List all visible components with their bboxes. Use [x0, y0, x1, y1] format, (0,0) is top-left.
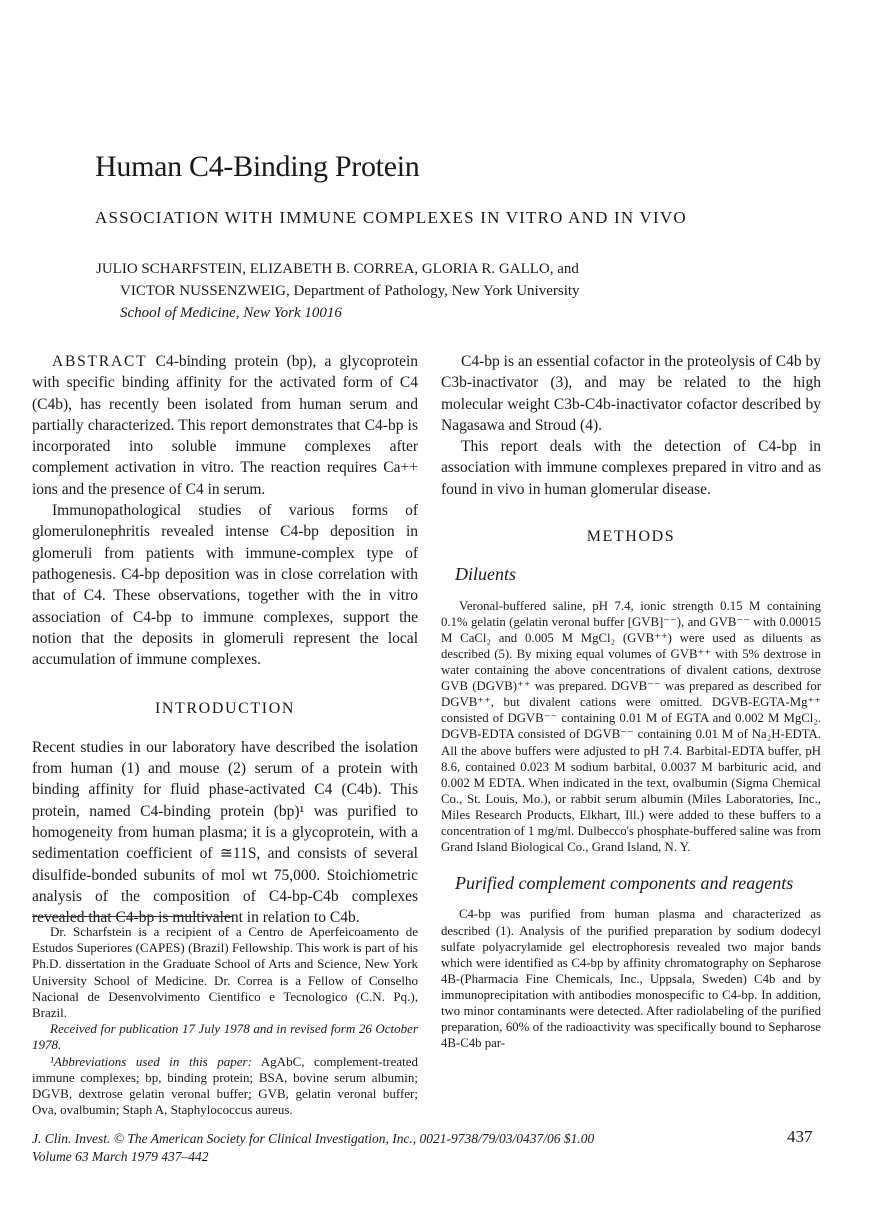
footnote-divider	[32, 916, 232, 917]
footnote-abbreviations	[32, 1054, 418, 1119]
abstract-paragraph-2: Immunopathological studies of various forms of glomerulonephritis revealed intense C4-bp deposition in glomeruli from patients with immune-complex type of pathogenesis. C4-bp deposition was in close correlation with that of C4. These observations, together with the in vitro association of C4-bp to immune complexes, support the notion that the deposits in glomeruli represent the local accumulation of immune complexes.	[32, 502, 418, 669]
footnote-received: Received for publication 17 July 1978 and in revised form 26 October 1978.	[32, 1021, 418, 1053]
author-line: JULIO SCHARFSTEIN, ELIZABETH B. CORREA, GLORIA R. GALLO, and	[96, 261, 579, 277]
purified-components-paragraph: C4-bp was purified from human plasma and characterized as described (1). Analysis of the purified preparation by sodium dodecyl sulfate polyacrylamide gel electrophoresis revealed two major bands which were identified as C4-bp by affinity chromatography on Sepharose 4B-(Pharmacia Fine Chemicals, Inc., Uppsala, Sweden) C4b and by immunoprecipitation with antibodies monospecific to C4-bp. In addition, two minor contaminants were detected. After radiolabeling of the purified preparation, 60% of the radioactivity was specifically bound to Sepharose 4B-C4b par-	[441, 907, 821, 1051]
footnote-funding: Dr. Scharfstein is a recipient of a Centro de Aperfeicoamento de Estudos Superiores (CAPES) (Brazil) Fellowship. This work is part of his Ph.D. dissertation in the Graduate School of Arts and Science, New York University School of Medicine. Dr. Correa is a Fellow of Conselho Nacional de Desenvolvimento Cientifico e Tecnologico (C.N. Pq.), Brazil.	[32, 924, 418, 1021]
abbreviations-label: ¹Abbreviations used in this paper:	[50, 1053, 252, 1069]
right-column	[441, 351, 821, 1051]
diluents-section	[441, 598, 821, 856]
purified-components-section	[441, 906, 821, 1051]
footnotes	[32, 924, 418, 1118]
page-number: 437	[787, 1127, 813, 1146]
abstract-paragraph	[32, 351, 418, 500]
journal-citation	[32, 1130, 594, 1166]
article-subtitle: ASSOCIATION WITH IMMUNE COMPLEXES IN VITRO AND IN VIVO	[95, 208, 687, 227]
methods-heading: METHODS	[586, 528, 676, 546]
introduction-paragraph-2: C4-bp is an essential cofactor in the proteolysis of C4b by C3b-inactivator (3), and may be related to the high molecular weight C3b-C4b-inactivator cofactor described by Nagasawa and Stroud (4).	[441, 353, 821, 434]
article-title: Human C4-Binding Protein	[95, 150, 420, 183]
journal-line: J. Clin. Invest. © The American Society for Clinical Investigation, Inc., 0021-9738/79/03/0437/06 $1.00	[32, 1131, 595, 1146]
abstract-label: ABSTRACT	[52, 353, 148, 370]
abstract-text: C4-binding protein (bp), a glycoprotein with specific binding affinity for the activated form of C4 (C4b), has recently been isolated from human serum and partially characterized. This report demonstrates that C4-bp is incorporated into soluble immune complexes after complement activation in vitro. The reaction requires Ca++ ions and the presence of C4 in serum.	[32, 353, 419, 498]
purified-components-heading: Purified complement components and reagents	[455, 873, 794, 894]
author-affiliation-line: School of Medicine, New York 10016	[120, 305, 342, 321]
diluents-paragraph: Veronal-buffered saline, pH 7.4, ionic strength 0.15 M containing 0.1% gelatin (gelatin veronal buffer [GVB]⁻⁻), and GVB⁻⁻ with 0.00015 M CaCl₂ and 0.005 M MgCl₂ (GVB⁺⁺) were used as diluents as described (5). By mixing equal volumes of GVB⁺⁺ with 5% dextrose in water containing the above concentrations of divalent cations, dextrose GVB (DGVB)⁺⁺ was prepared. DGVB⁻⁻ was prepared as described for DGVB⁺⁺, but divalent cations were omitted. DGVB-EGTA-Mg⁺⁺ consisted of DGVB⁻⁻ containing 0.01 M of EGTA and 0.002 M MgCl₂. DGVB-EDTA consisted of DGVB⁻⁻ containing 0.01 M of Na₂H-EDTA. All the above buffers were adjusted to pH 7.4. Barbital-EDTA buffer, pH 8.6, contained 0.023 M sodium barbital, 0.0037 M barbituric acid, and 0.002 M EDTA. When indicated in the text, ovalbumin (Sigma Chemical Co., St. Louis, Mo.), or rabbit serum albumin (Miles Laboratories, Inc., Miles Research Products, Elkhart, Ill.) were added to these buffers to a concentration of 1 mg/ml. Dulbecco's phosphate-buffered saline was from Grand Island Biological Co., Grand Island, N. Y.	[441, 598, 821, 855]
volume-line: Volume 63 March 1979 437–442	[32, 1149, 209, 1164]
diluents-heading: Diluents	[455, 564, 516, 585]
author-affiliation-line: VICTOR NUSSENZWEIG, Department of Pathology, New York University	[120, 283, 580, 299]
abbreviations-text: AgAbC, complement-treated immune complexes; bp, binding protein; BSA, bovine serum albumin; DGVB, dextrose gelatin veronal buffer; GVB, gelatin veronal buffer; Ova, ovalbumin; Staph A, Staphylococcus aureus.	[32, 1053, 418, 1118]
introduction-heading: INTRODUCTION	[154, 700, 296, 718]
left-column	[32, 351, 418, 928]
author-block	[96, 258, 580, 324]
introduction-paragraph-3: This report deals with the detection of C4-bp in association with immune complexes prepared in vitro and as found in vivo in human glomerular disease.	[441, 438, 821, 498]
introduction-paragraph: Recent studies in our laboratory have described the isolation from human (1) and mouse (2) serum of a protein with binding affinity for fluid phase-activated C4 (C4b). This protein, named C4-binding protein (bp)¹ was purified to homogeneity from human plasma; it is a glycoprotein, with a sedimentation coefficient of ≅11S, and consists of several disulfide-bonded subunits of mol wt 75,000. Stoichiometric analysis of the composition of C4-bp-C4b complexes revealed that C4-bp is multivalent in relation to C4b.	[32, 738, 418, 927]
